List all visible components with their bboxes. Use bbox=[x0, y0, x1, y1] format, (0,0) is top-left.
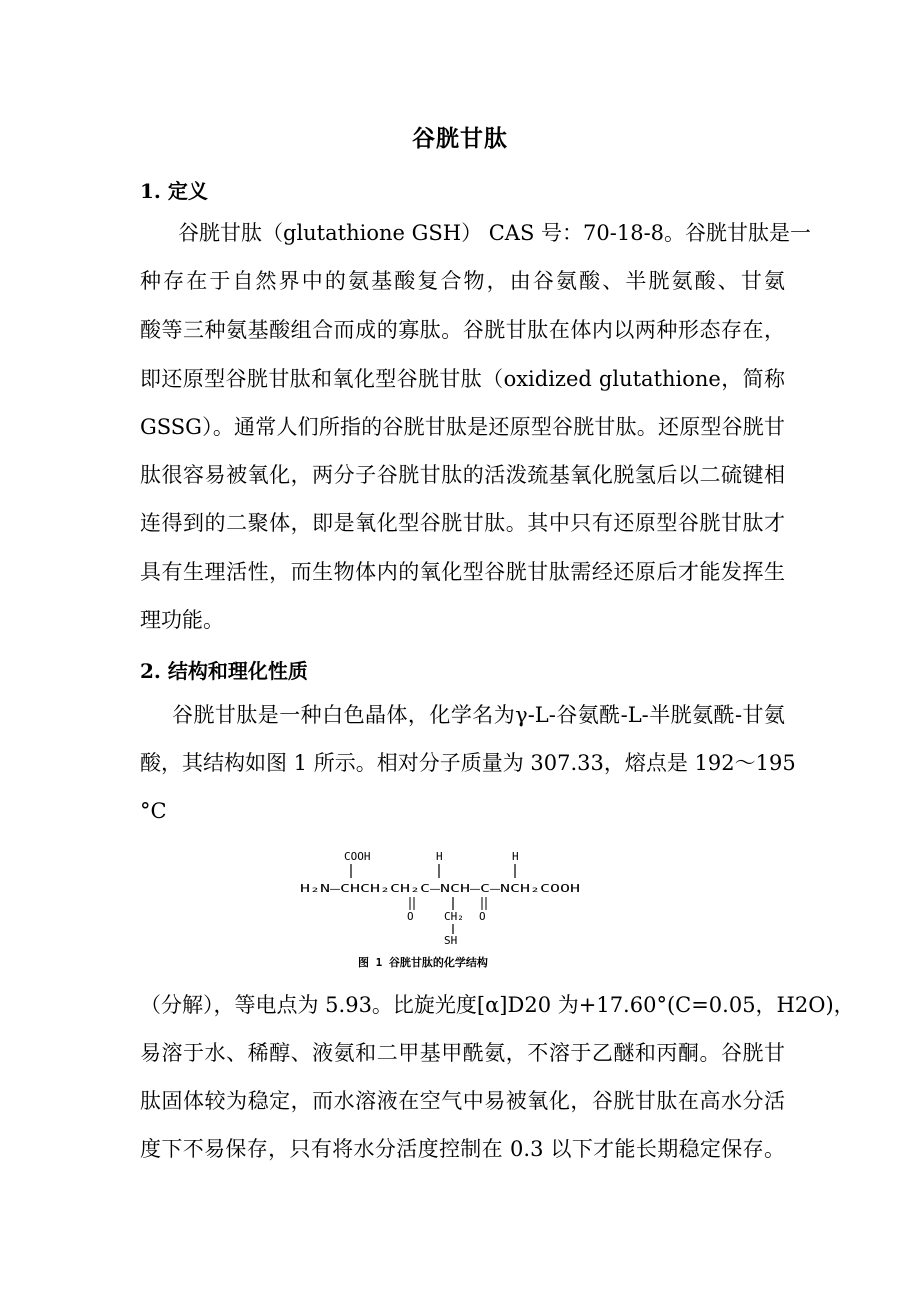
paragraph-line: 连得到的二聚体，即是氧化型谷胱甘肽。其中只有还原型谷胱甘肽才 bbox=[140, 511, 785, 535]
document-title: 谷胱甘肽 bbox=[412, 125, 508, 152]
sh-label: SH bbox=[444, 934, 458, 947]
paragraph-line: 肽很容易被氧化，两分子谷胱甘肽的活泼巯基氧化脱氢后以二硫键相 bbox=[140, 463, 785, 487]
paragraph-line: 即还原型谷胱甘肽和氧化型谷胱甘肽（oxidized glutathione，简称 bbox=[140, 367, 785, 391]
paragraph-line: 理功能。 bbox=[140, 608, 224, 632]
paragraph-line: °C bbox=[140, 799, 167, 823]
paragraph-line: 谷胱甘肽（glutathione GSH） CAS 号：70-18-8。谷胱甘肽是一 bbox=[178, 221, 812, 245]
paragraph-line: 度下不易保存，只有将水分活度控制在 0.3 以下才能长期稳定保存。 bbox=[140, 1137, 785, 1161]
paragraph-line: 种存在于自然界中的氨基酸复合物，由谷氨酸、半胱氨酸、甘氨 bbox=[140, 269, 785, 293]
section-heading-definition: 1. 定义 bbox=[140, 179, 208, 203]
paragraph-line: 酸等三种氨基酸组合而成的寡肽。谷胱甘肽在体内以两种形态存在， bbox=[140, 318, 785, 342]
oxygen-label: O bbox=[407, 910, 414, 923]
ch2-label: CH₂ bbox=[444, 910, 464, 923]
cooh-label: COOH bbox=[344, 850, 371, 863]
paragraph-line: （分解），等电点为 5.93。比旋光度[α]D20 为+17.60°(C=0.05，H2O)， bbox=[140, 993, 855, 1017]
main-chain-formula: H₂N—CHCH₂CH₂C—NCH—C—NCH₂COOH bbox=[300, 882, 580, 895]
paragraph-line: 谷胱甘肽是一种白色晶体，化学名为γ-L-谷氨酰-L-半胱氨酰-甘氨 bbox=[172, 703, 785, 727]
glutathione-structure-figure bbox=[296, 846, 596, 974]
paragraph-line: GSSG）。通常人们所指的谷胱甘肽是还原型谷胱甘肽。还原型谷胱甘 bbox=[140, 415, 785, 439]
paragraph-line: 易溶于水、稀醇、液氨和二甲基甲酰氨，不溶于乙醚和丙酮。谷胱甘 bbox=[140, 1041, 785, 1065]
paragraph-line: 酸，其结构如图 1 所示。相对分子质量为 307.33，熔点是 192～195 bbox=[140, 751, 796, 775]
h-label: H bbox=[512, 850, 519, 863]
h-label: H bbox=[436, 850, 443, 863]
figure-caption: 图 1 谷胱甘肽的化学结构 bbox=[358, 956, 488, 969]
paragraph-line: 肽固体较为稳定，而水溶液在空气中易被氧化，谷胱甘肽在高水分活 bbox=[140, 1089, 785, 1113]
section-heading-structure: 2. 结构和理化性质 bbox=[140, 659, 308, 683]
oxygen-label: O bbox=[479, 910, 486, 923]
paragraph-line: 具有生理活性，而生物体内的氧化型谷胱甘肽需经还原后才能发挥生 bbox=[140, 560, 785, 584]
